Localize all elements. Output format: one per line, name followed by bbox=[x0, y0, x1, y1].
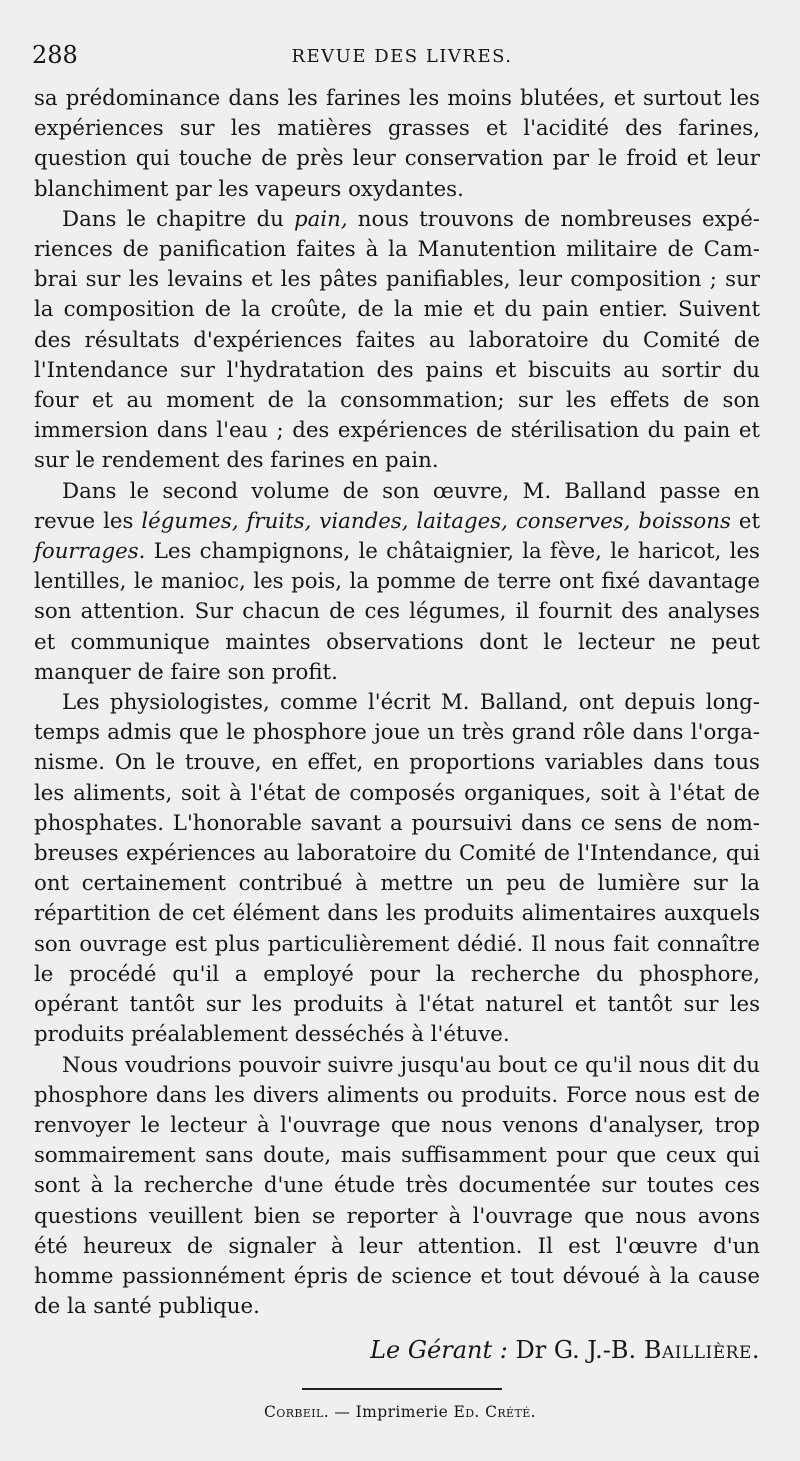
page-number: 288 bbox=[32, 41, 78, 69]
paragraph-2-text-c: nous trouvons de nombreuses expériences de panification faites à la Manutention militaire de Cambrai sur les levains et les pâtes panifiables, leur composition ; sur la composition de la croûte, de la mie et du pain entier. Suivent des résultats d'expériences faites au laboratoire du Comité de l'Intendance sur l'hydratation des pains et biscuits au sortir du four et au moment de la consommation; sur les effets de son immersion dans l'eau ; des expériences de stérilisation du pain et sur le rendement des farines en pain. bbox=[34, 206, 760, 474]
printer-dash: — bbox=[334, 1403, 351, 1421]
signature-surname: Baillière. bbox=[643, 1336, 760, 1364]
paragraph-3-text-c: et bbox=[730, 508, 760, 534]
paragraph-3-italic-fourrages: fourrages. bbox=[34, 539, 146, 565]
paragraph-5: Nous voudrions pouvoir suivre jusqu'au bout ce qu'il nous dit du phosphore dans les divers aliments ou produits. Force nous est de renvoyer le lecteur à l'ouvrage que nous venons d'analyser, trop sommairement sans doute, mais suffisamment pour que ceux qui sont à la recherche d'une étude très documentée sur toutes ces questions veuillent bien se reporter à l'ouvrage que nous avons été heureux de signaler à leur attention. Il est l'œuvre d'un homme passionnément épris de science et tout dévoué à la cause de la santé publique. bbox=[34, 1052, 760, 1320]
paragraph-2-italic: pain, bbox=[293, 206, 348, 232]
running-title: REVUE DES LIVRES. bbox=[291, 46, 513, 67]
paragraph-3-text-a: Dans le second volume de son œuvre, M. Balland passe en revue les bbox=[34, 478, 760, 534]
paragraph-3-text-e: Les champignons, le châtaignier, la fève, le haricot, les lentilles, le manioc, les pois, la pomme de terre ont fixé davantage son attention. Sur chacun de ces légumes, il fournit des analyses et communique maintes observations dont le lecteur ne peut manquer de faire son profit. bbox=[34, 539, 760, 685]
paragraph-3 bbox=[34, 477, 760, 688]
paragraph-2 bbox=[34, 205, 760, 477]
paragraph-4: Les physiologistes, comme l'écrit M. Balland, ont depuis longtemps admis que le phosphore joue un très grand rôle dans l'organisme. On le trouve, en effet, en proportions variables dans tous les aliments, soit à l'état de composés organiques, soit à l'état de phosphates. L'honorable savant a poursuivi dans ce sens de nombreuses expériences au laboratoire du Comité de l'Intendance, qui ont certainement contribué à mettre un peu de lumière sur la répartition de cet élément dans les produits alimentaires auxquels son ouvrage est plus particulièrement dédié. Il nous fait connaître le procédé qu'il a employé pour la recherche du phosphore, opérant tantôt sur les produits à l'état naturel et tantôt sur les produits préalablement desséchés à l'étuve. bbox=[34, 690, 760, 1048]
printer-city: Corbeil. bbox=[264, 1403, 330, 1421]
printer-name: Ed. Crété. bbox=[453, 1403, 536, 1421]
divider-rule bbox=[302, 1388, 502, 1390]
page-header bbox=[32, 40, 742, 74]
paragraph-3-italic-list: légumes, fruits, viandes, laitages, conserves, boissons bbox=[141, 508, 731, 534]
signature-initials: G. J.-B. bbox=[553, 1336, 637, 1364]
signature-line bbox=[34, 1334, 760, 1366]
signature-title: Dr bbox=[515, 1336, 547, 1364]
printer-imprint bbox=[0, 1401, 800, 1423]
signature-label: Le Gérant : bbox=[370, 1336, 508, 1364]
paragraph-1: sa prédominance dans les farines les moins blutées, et surtout les expériences sur les matières grasses et l'acidité des farines, question qui touche de près leur conservation par le froid et leur blanchiment par les vapeurs oxydantes. bbox=[34, 86, 760, 202]
paragraph-2-text-a: Dans le chapitre du bbox=[62, 206, 294, 232]
printer-text: Imprimerie bbox=[355, 1403, 449, 1421]
body-text bbox=[34, 84, 760, 1322]
